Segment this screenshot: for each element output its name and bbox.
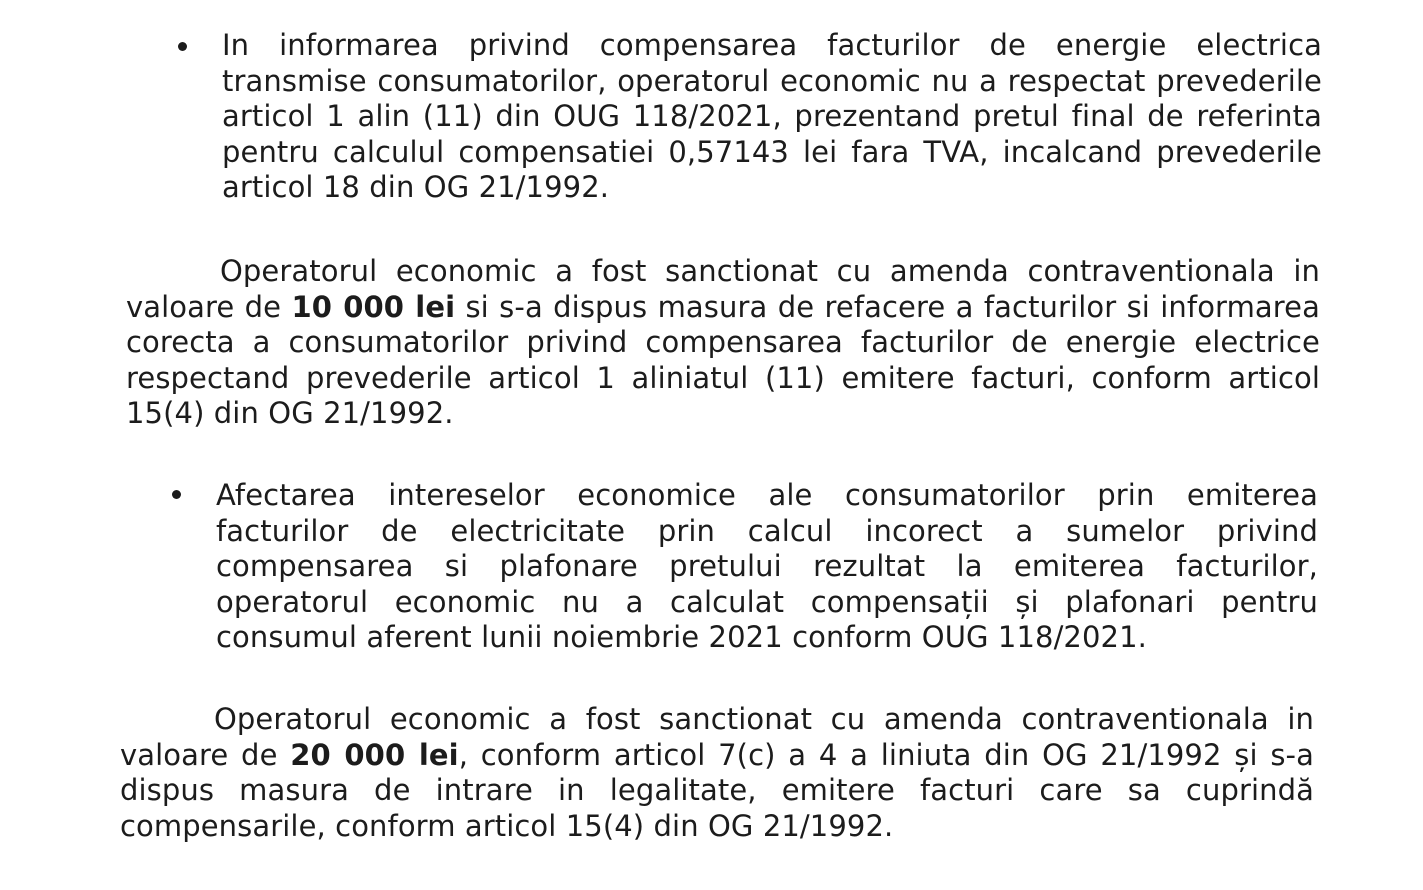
fine-amount: 10 000 lei bbox=[291, 289, 456, 324]
bullet-item-2: Afectarea intereselor economice ale consumatorilor prin emiterea facturilor de electricitate prin calcul incorect a sumelor privind compensarea si plafonare pretului rezultat la emiterea facturilor, operatorul economic nu a calculat compensații și plafonari pentru consumul aferent lunii noiembrie 2021 conform OUG 118/2021. bbox=[216, 478, 1318, 654]
bullet-marker bbox=[172, 490, 181, 499]
paragraph-text: , conform articol 7(c) a 4 a liniuta din OG 21/1992 și s-a dispus masura de intrare in legalitate, emitere facturi care sa cuprindă compensarile, conform articol 15(4) din OG 21/1992. bbox=[120, 737, 1314, 843]
paragraph-sanction-2 bbox=[120, 702, 1314, 844]
paragraph-sanction-1 bbox=[126, 254, 1320, 432]
paragraph-text: si s-a dispus masura de refacere a facturilor si informarea corecta a consumatorilor privind compensarea facturilor de energie electrice respectand prevederile articol 1 aliniatul (11) emitere facturi, conform articol 15(4) din OG 21/1992. bbox=[126, 289, 1320, 430]
fine-amount: 20 000 lei bbox=[290, 737, 459, 772]
paragraph-text: Operatorul economic a fost sanctionat cu amenda contraventionala in valoare de bbox=[120, 702, 1314, 772]
bullet-marker bbox=[178, 42, 187, 51]
paragraph-text: Operatorul economic a fost sanctionat cu amenda contraventionala in valoare de bbox=[126, 254, 1320, 324]
bullet-item-1: In informarea privind compensarea facturilor de energie electrica transmise consumatorilor, operatorul economic nu a respectat prevederile articol 1 alin (11) din OUG 118/2021, prezentand pretul final de referinta pentru calculul compensatiei 0,57143 lei fara TVA, incalcand prevederile articol 18 din OG 21/1992. bbox=[222, 28, 1322, 204]
